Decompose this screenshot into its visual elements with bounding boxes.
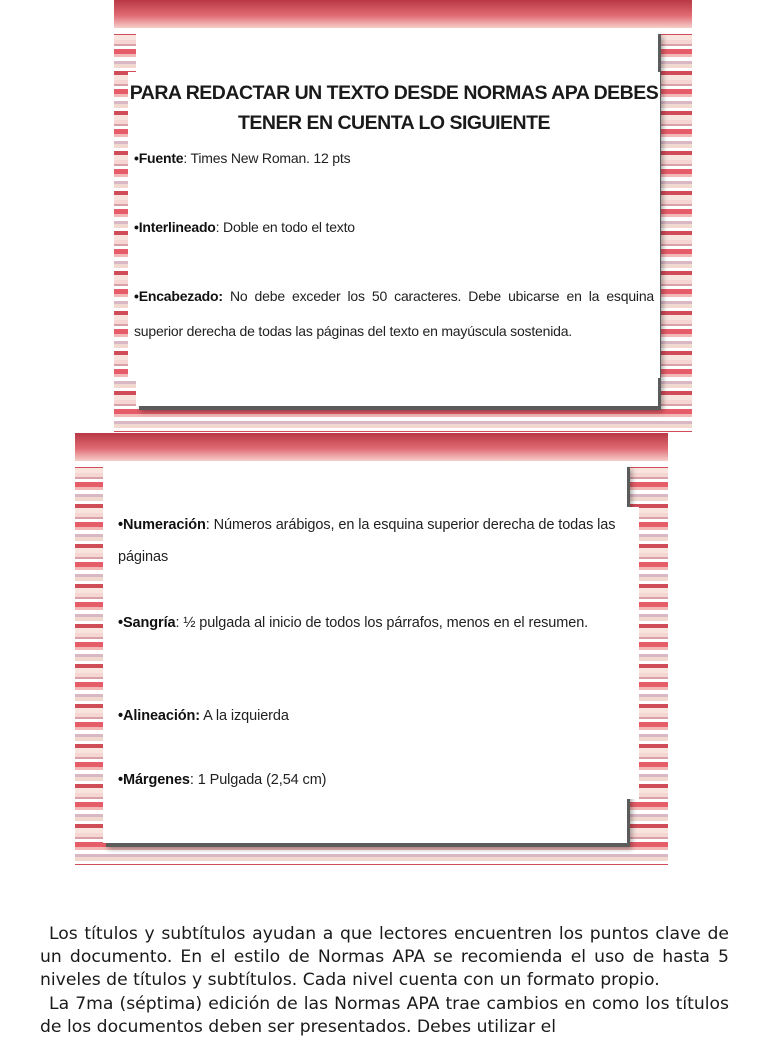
slide-content-panel	[111, 507, 639, 799]
rule-item-margenes	[118, 769, 635, 791]
rule-separator: :	[183, 150, 191, 166]
rule-separator	[223, 288, 230, 304]
slide-image-apa-rules-1	[114, 0, 692, 432]
rule-text: 1 Pulgada (2,54 cm)	[197, 772, 327, 788]
slide-top-band	[75, 433, 668, 461]
rule-text: No debe exceder los 50 caracteres. Debe ubicarse en la esquina superior derecha de todas las páginas del texto en mayúscula sostenida.	[134, 288, 654, 339]
rule-label: •Fuente	[134, 150, 184, 166]
slide-title-line-2: TENER EN CUENTA LO SIGUIENTE	[237, 112, 551, 134]
body-paragraph-1: Los títulos y subtítulos ayudan a que lectores encuentren los puntos clave de un documento. En el estilo de Normas APA se recomienda el uso de hasta 5 niveles de títulos y subtítulos. Cada nivel cuenta con un formato propio.	[40, 924, 729, 991]
document-body-text	[40, 923, 729, 1039]
rule-label: •Encabezado:	[134, 288, 223, 304]
rule-label: •Alineación:	[118, 708, 201, 724]
rule-separator: :	[205, 517, 214, 533]
rule-text: Números arábigos, en la esquina superior derecha de todas las páginas	[118, 517, 616, 565]
slide-title-line-1: PARA REDACTAR UN TEXTO DESDE NORMAS APA DEBES	[129, 82, 659, 104]
rule-text: ½ pulgada al inicio de todos los párrafos, menos en el resumen.	[183, 615, 589, 631]
rule-item-interlineado	[134, 219, 656, 235]
slide-title	[128, 78, 660, 138]
rule-text: Doble en todo el texto	[223, 219, 355, 235]
rule-label: •Numeración	[118, 517, 206, 533]
rule-item-sangria	[118, 607, 598, 639]
rule-text: A la izquierda	[203, 708, 289, 724]
rule-separator: :	[189, 772, 198, 788]
rule-text: Times New Roman. 12 pts	[190, 150, 351, 166]
body-paragraph-2: La 7ma (séptima) edición de las Normas APA trae cambios en como los títulos de los documentos deben ser presentados. Debes utilizar el	[40, 993, 729, 1037]
rule-separator: :	[175, 615, 184, 631]
rule-item-numeracion	[118, 509, 623, 573]
rule-label: •Márgenes	[118, 772, 190, 788]
rule-item-encabezado	[134, 279, 654, 349]
rule-label: •Sangría	[118, 615, 176, 631]
rule-label: •Interlineado	[134, 219, 216, 235]
rule-separator: :	[215, 219, 224, 235]
slide-top-band	[114, 0, 692, 28]
rule-item-fuente	[134, 150, 656, 166]
rule-item-alineacion	[118, 705, 635, 727]
slide-content-panel	[128, 72, 660, 378]
slide-image-apa-rules-2	[75, 433, 668, 865]
